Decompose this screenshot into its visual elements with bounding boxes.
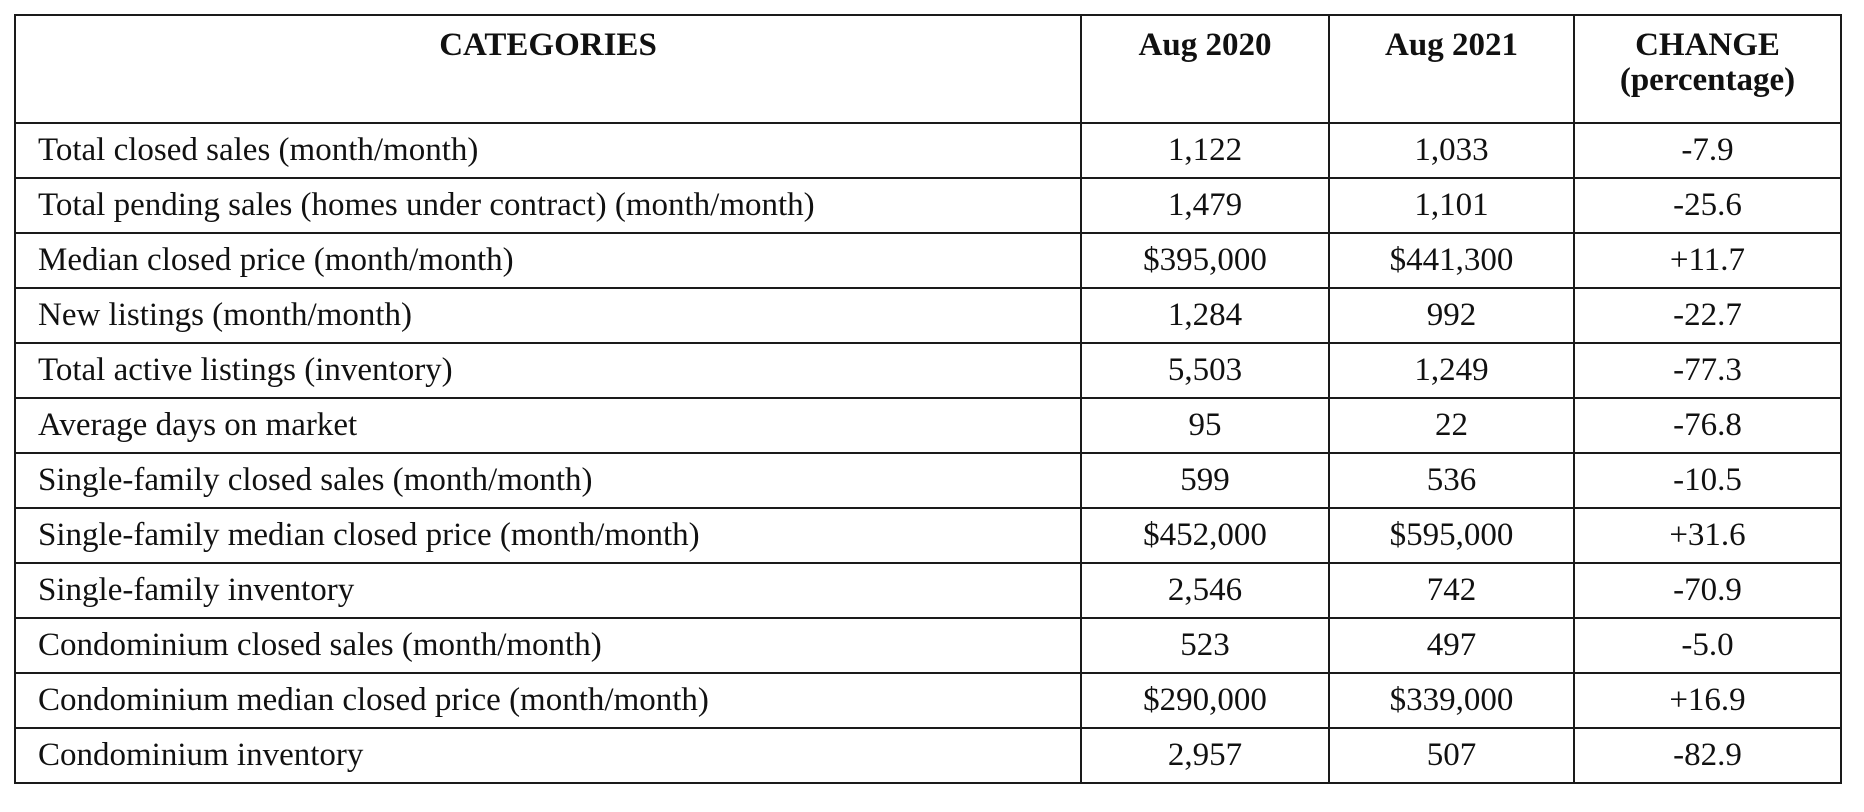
market-stats-table [14, 14, 1842, 784]
cell-change: -7.9 [1574, 123, 1841, 178]
cell-aug-2021: 507 [1329, 728, 1574, 783]
cell-aug-2021: 1,101 [1329, 178, 1574, 233]
table-row [15, 618, 1841, 673]
cell-category: Total active listings (inventory) [15, 343, 1081, 398]
cell-aug-2021: 992 [1329, 288, 1574, 343]
header-aug-2020: Aug 2020 [1081, 15, 1329, 123]
cell-aug-2021: $595,000 [1329, 508, 1574, 563]
cell-aug-2020: 1,122 [1081, 123, 1329, 178]
cell-change: -70.9 [1574, 563, 1841, 618]
cell-aug-2021: 22 [1329, 398, 1574, 453]
table-row [15, 288, 1841, 343]
cell-aug-2020: 2,546 [1081, 563, 1329, 618]
cell-change: -5.0 [1574, 618, 1841, 673]
cell-change: +11.7 [1574, 233, 1841, 288]
header-change [1574, 15, 1841, 123]
cell-aug-2021: 536 [1329, 453, 1574, 508]
cell-aug-2021: 742 [1329, 563, 1574, 618]
table-row [15, 673, 1841, 728]
cell-aug-2020: 599 [1081, 453, 1329, 508]
header-change-label: CHANGE [1635, 27, 1780, 63]
cell-category: Condominium median closed price (month/month) [15, 673, 1081, 728]
cell-category: Condominium closed sales (month/month) [15, 618, 1081, 673]
cell-aug-2020: $395,000 [1081, 233, 1329, 288]
table-row [15, 398, 1841, 453]
header-change-unit: (percentage) [1619, 61, 1796, 98]
cell-aug-2020: 1,284 [1081, 288, 1329, 343]
table-row [15, 563, 1841, 618]
cell-category: Single-family median closed price (month/month) [15, 508, 1081, 563]
cell-category: Total pending sales (homes under contract) (month/month) [15, 178, 1081, 233]
cell-aug-2021: $441,300 [1329, 233, 1574, 288]
cell-category: Single-family closed sales (month/month) [15, 453, 1081, 508]
table-row [15, 233, 1841, 288]
cell-change: -77.3 [1574, 343, 1841, 398]
cell-aug-2020: 5,503 [1081, 343, 1329, 398]
cell-aug-2020: $452,000 [1081, 508, 1329, 563]
cell-aug-2020: 95 [1081, 398, 1329, 453]
table-row [15, 178, 1841, 233]
cell-category: Single-family inventory [15, 563, 1081, 618]
cell-change: -25.6 [1574, 178, 1841, 233]
cell-change: +31.6 [1574, 508, 1841, 563]
cell-aug-2020: $290,000 [1081, 673, 1329, 728]
cell-category: Median closed price (month/month) [15, 233, 1081, 288]
cell-change: -76.8 [1574, 398, 1841, 453]
cell-category: Average days on market [15, 398, 1081, 453]
cell-change: -22.7 [1574, 288, 1841, 343]
cell-aug-2021: 497 [1329, 618, 1574, 673]
cell-category: Condominium inventory [15, 728, 1081, 783]
market-stats-table-container [14, 14, 1842, 784]
cell-change: -10.5 [1574, 453, 1841, 508]
table-row [15, 453, 1841, 508]
header-aug-2021: Aug 2021 [1329, 15, 1574, 123]
table-header-row [15, 15, 1841, 123]
cell-category: Total closed sales (month/month) [15, 123, 1081, 178]
cell-aug-2020: 2,957 [1081, 728, 1329, 783]
cell-category: New listings (month/month) [15, 288, 1081, 343]
cell-aug-2021: $339,000 [1329, 673, 1574, 728]
cell-aug-2020: 1,479 [1081, 178, 1329, 233]
table-row [15, 508, 1841, 563]
cell-change: +16.9 [1574, 673, 1841, 728]
table-row [15, 728, 1841, 783]
cell-aug-2021: 1,033 [1329, 123, 1574, 178]
cell-aug-2021: 1,249 [1329, 343, 1574, 398]
table-row [15, 123, 1841, 178]
cell-change: -82.9 [1574, 728, 1841, 783]
table-row [15, 343, 1841, 398]
cell-aug-2020: 523 [1081, 618, 1329, 673]
header-categories: CATEGORIES [15, 15, 1081, 123]
